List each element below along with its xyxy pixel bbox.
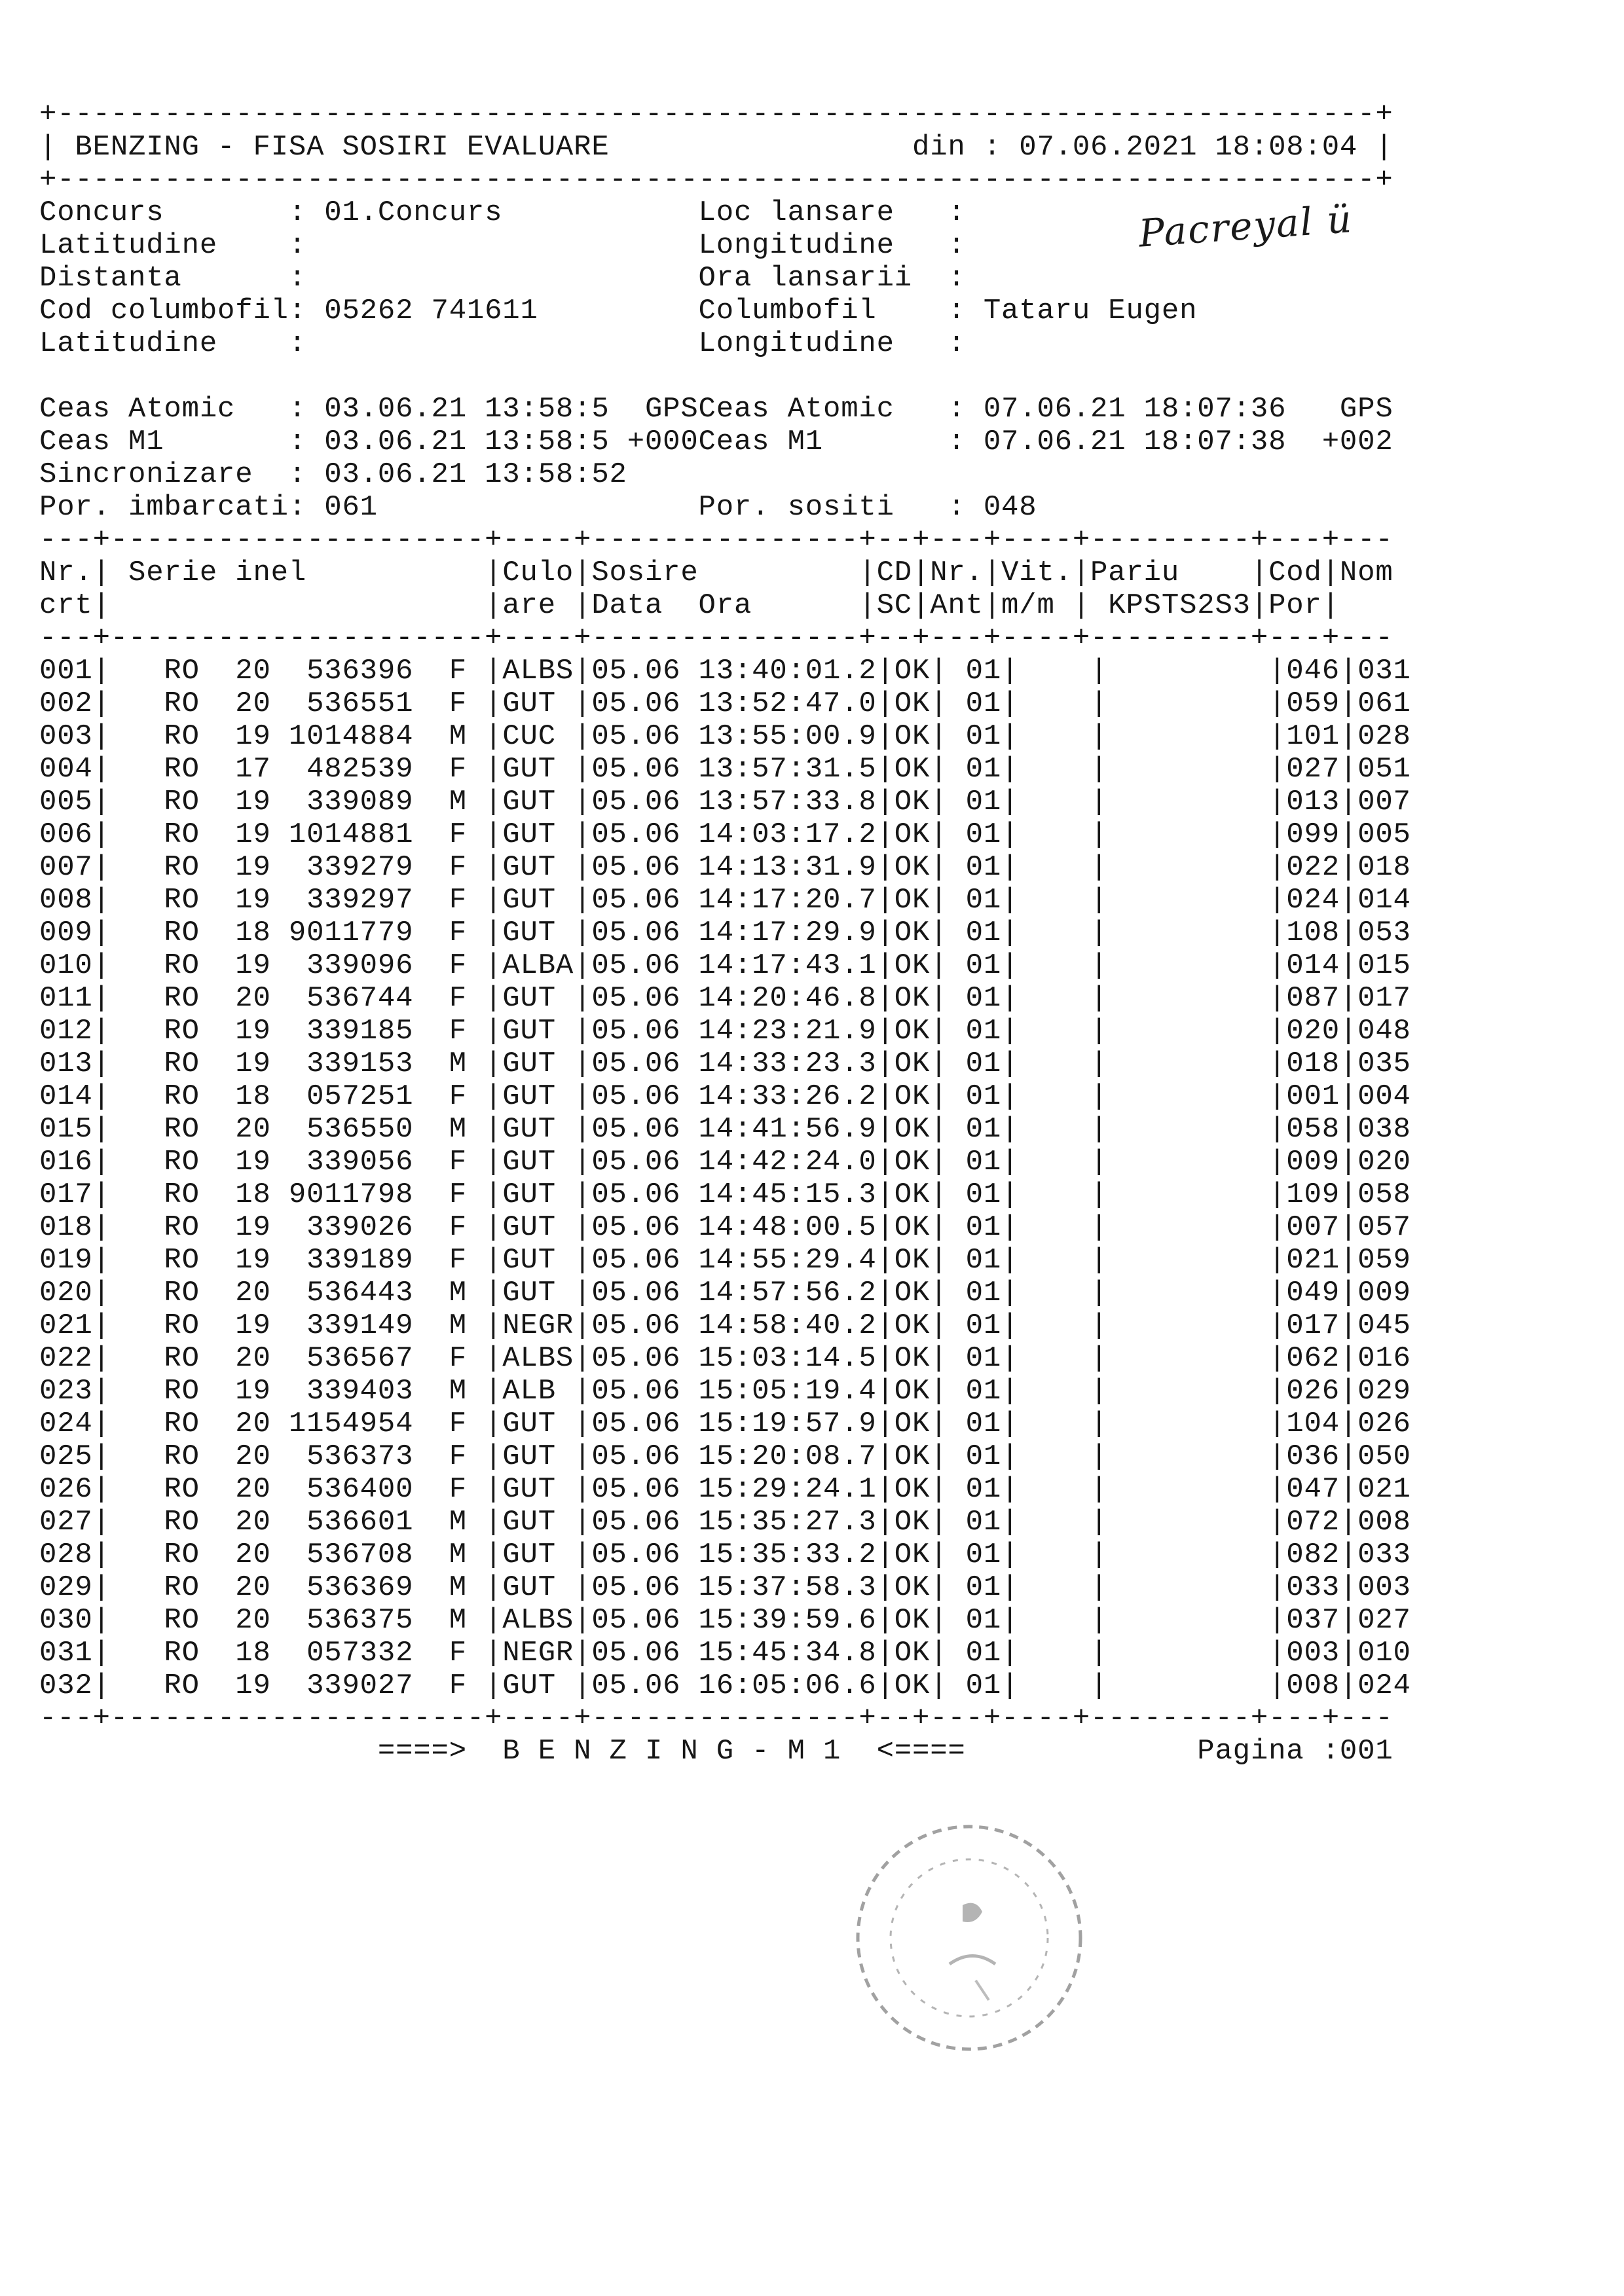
table-row: 022| RO 20 536567 F |ALBS|05.06 15:03:14.5|OK| 01| | |062|016: [39, 1342, 1411, 1375]
table-row: 032| RO 19 339027 F |GUT |05.06 16:05:06.6|OK| 01| | |008|024: [39, 1669, 1411, 1702]
table-row: 025| RO 20 536373 F |GUT |05.06 15:20:08.7|OK| 01| | |036|050: [39, 1440, 1411, 1473]
table-row: 026| RO 20 536400 F |GUT |05.06 15:29:24.1|OK| 01| | |047|021: [39, 1473, 1411, 1506]
table-row: 021| RO 19 339149 M |NEGR|05.06 14:58:40.2|OK| 01| | |017|045: [39, 1309, 1411, 1342]
clock-row: Sincronizare : 03.06.21 13:58:52: [39, 458, 699, 491]
table-row: 013| RO 19 339153 M |GUT |05.06 14:33:23.3|OK| 01| | |018|035: [39, 1048, 1411, 1080]
info-row: Concurs : 01.Concurs Loc lansare :: [39, 196, 984, 229]
table-header: crt| |are |Data Ora |SC|Ant|m/m | KPSTS2S3|Por|: [39, 589, 1340, 622]
handwritten-signature: Pacreyal ü: [1137, 196, 1354, 256]
border-line: +--------------------------------------------------------------------------+: [39, 164, 1393, 196]
table-row: 004| RO 17 482539 F |GUT |05.06 13:57:31.5|OK| 01| | |027|051: [39, 753, 1411, 786]
table-row: 031| RO 18 057332 F |NEGR|05.06 15:45:34.8|OK| 01| | |003|010: [39, 1637, 1411, 1669]
table-separator: ---+---------------------+----+---------------+--+---+----+---------+---+---: [39, 622, 1393, 655]
arrival-report-sheet: [39, 98, 1572, 1768]
table-row: 016| RO 19 339056 F |GUT |05.06 14:42:24.0|OK| 01| | |009|020: [39, 1146, 1411, 1178]
table-row: 024| RO 20 1154954 F |GUT |05.06 15:19:57.9|OK| 01| | |104|026: [39, 1408, 1411, 1440]
table-row: 002| RO 20 536551 F |GUT |05.06 13:52:47.0|OK| 01| | |059|061: [39, 687, 1411, 720]
clock-row: Ceas M1 : 03.06.21 13:58:5 +000Ceas M1 : 07.06.21 18:07:38 +002: [39, 426, 1393, 458]
table-row: 030| RO 20 536375 M |ALBS|05.06 15:39:59.6|OK| 01| | |037|027: [39, 1604, 1411, 1637]
round-stamp-icon: [845, 1813, 1094, 2062]
table-row: 009| RO 18 9011779 F |GUT |05.06 14:17:29.9|OK| 01| | |108|053: [39, 917, 1411, 949]
table-row: 006| RO 19 1014881 F |GUT |05.06 14:03:17.2|OK| 01| | |099|005: [39, 818, 1411, 851]
table-separator: ---+---------------------+----+---------------+--+---+----+---------+---+---: [39, 1702, 1393, 1735]
page-footer: ====> B E N Z I N G - M 1 <==== Pagina :001: [39, 1735, 1393, 1768]
report-title: | BENZING - FISA SOSIRI EVALUARE din : 07.06.2021 18:08:04 |: [39, 131, 1393, 164]
table-row: 023| RO 19 339403 M |ALB |05.06 15:05:19.4|OK| 01| | |026|029: [39, 1375, 1411, 1408]
table-separator: ---+---------------------+----+---------------+--+---+----+---------+---+---: [39, 524, 1393, 556]
table-row: 008| RO 19 339297 F |GUT |05.06 14:17:20.7|OK| 01| | |024|014: [39, 884, 1411, 917]
table-row: 001| RO 20 536396 F |ALBS|05.06 13:40:01.2|OK| 01| | |046|031: [39, 655, 1411, 687]
blank-line: [39, 360, 1572, 393]
info-row: Latitudine : Longitudine :: [39, 229, 984, 262]
table-row: 012| RO 19 339185 F |GUT |05.06 14:23:21.9|OK| 01| | |020|048: [39, 1015, 1411, 1048]
table-row: 011| RO 20 536744 F |GUT |05.06 14:20:46.8|OK| 01| | |087|017: [39, 982, 1411, 1015]
clock-row: Por. imbarcati: 061 Por. sositi : 048: [39, 491, 1037, 524]
table-row: 014| RO 18 057251 F |GUT |05.06 14:33:26.2|OK| 01| | |001|004: [39, 1080, 1411, 1113]
table-row: 010| RO 19 339096 F |ALBA|05.06 14:17:43.1|OK| 01| | |014|015: [39, 949, 1411, 982]
table-row: 027| RO 20 536601 M |GUT |05.06 15:35:27.3|OK| 01| | |072|008: [39, 1506, 1411, 1539]
table-header: Nr.| Serie inel |Culo|Sosire |CD|Nr.|Vit.|Pariu |Cod|Nom: [39, 556, 1393, 589]
table-row: 028| RO 20 536708 M |GUT |05.06 15:35:33.2|OK| 01| | |082|033: [39, 1539, 1411, 1571]
table-row: 018| RO 19 339026 F |GUT |05.06 14:48:00.5|OK| 01| | |007|057: [39, 1211, 1411, 1244]
info-row: Cod columbofil: 05262 741611 Columbofil : Tataru Eugen: [39, 295, 1198, 327]
table-row: 020| RO 20 536443 M |GUT |05.06 14:57:56.2|OK| 01| | |049|009: [39, 1277, 1411, 1309]
table-row: 007| RO 19 339279 F |GUT |05.06 14:13:31.9|OK| 01| | |022|018: [39, 851, 1411, 884]
table-row: 029| RO 20 536369 M |GUT |05.06 15:37:58.3|OK| 01| | |033|003: [39, 1571, 1411, 1604]
clock-row: Ceas Atomic : 03.06.21 13:58:5 GPSCeas Atomic : 07.06.21 18:07:36 GPS: [39, 393, 1393, 426]
table-row: 019| RO 19 339189 F |GUT |05.06 14:55:29.4|OK| 01| | |021|059: [39, 1244, 1411, 1277]
border-line: +--------------------------------------------------------------------------+: [39, 98, 1393, 131]
table-row: 017| RO 18 9011798 F |GUT |05.06 14:45:15.3|OK| 01| | |109|058: [39, 1178, 1411, 1211]
table-row: 015| RO 20 536550 M |GUT |05.06 14:41:56.9|OK| 01| | |058|038: [39, 1113, 1411, 1146]
table-row: 005| RO 19 339089 M |GUT |05.06 13:57:33.8|OK| 01| | |013|007: [39, 786, 1411, 818]
info-row: Latitudine : Longitudine :: [39, 327, 984, 360]
info-row: Distanta : Ora lansarii :: [39, 262, 984, 295]
table-row: 003| RO 19 1014884 M |CUC |05.06 13:55:00.9|OK| 01| | |101|028: [39, 720, 1411, 753]
